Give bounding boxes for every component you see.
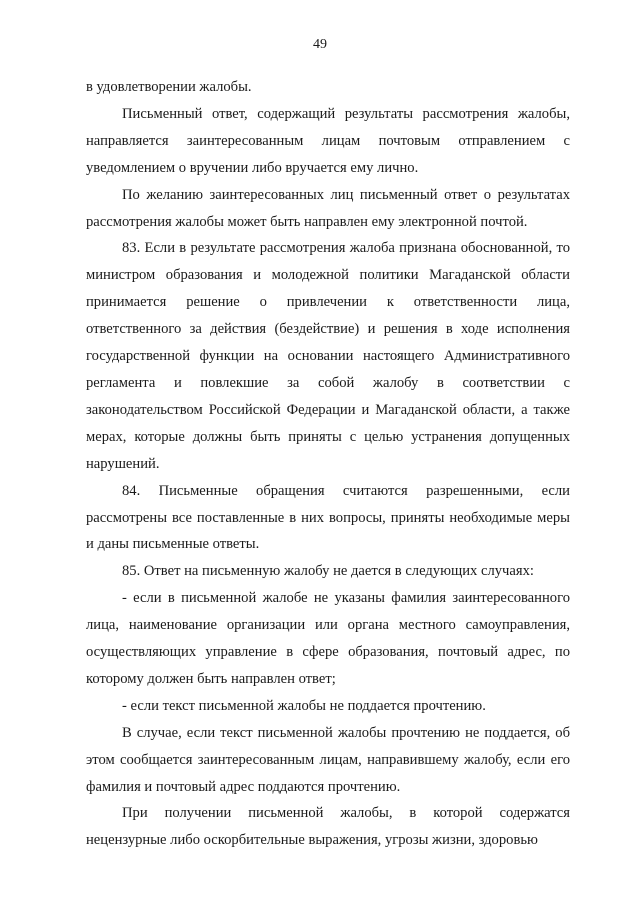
paragraph-offensive-content: При получении письменной жалобы, в которой содержатся нецензурные либо оскорбительные выражения, угрозы жизни, здоровью <box>86 805 570 849</box>
paragraph-unreadable-case: В случае, если текст письменной жалобы прочтению не поддается, об этом сообщается заинтересованным лицам, направившему жалобу, если его фамилия и почтовый адрес поддаются прочтению. <box>86 724 570 795</box>
paragraph-83: 83. Если в результате рассмотрения жалоба признана обоснованной, то министром образования и молодежной политики Магаданской области принимается решение о привлечении к ответственности лица, ответственного за действия (бездействие) и решения в ходе исполнения государственной функции на основании настоящего Административного регламента и повлекшие за собой жалобу в соответствии с законодательством Российской Федерации и Магаданской области, а также мерах, которые должны быть приняты с целью устранения допущенных нарушений. <box>86 240 570 472</box>
list-item-unreadable-text: - если текст письменной жалобы не поддается прочтению. <box>122 697 486 714</box>
page-number: 49 <box>313 37 327 52</box>
list-item-missing-details: - если в письменной жалобе не указаны фамилия заинтересованного лица, наименование организации или органа местного самоуправления, осуществляющих управление в сфере образования, почтовый адрес, по которому должен быть направлен ответ; <box>86 590 570 687</box>
document-body <box>86 74 570 854</box>
paragraph-written-response: Письменный ответ, содержащий результаты рассмотрения жалобы, направляется заинтересованным лицам почтовым отправлением с уведомлением о вручении либо вручается ему лично. <box>86 105 570 176</box>
paragraph-84: 84. Письменные обращения считаются разрешенными, если рассмотрены все поставленные в них вопросы, приняты необходимые меры и даны письменные ответы. <box>86 482 570 553</box>
paragraph-85: 85. Ответ на письменную жалобу не дается в следующих случаях: <box>122 563 534 580</box>
paragraph-continuation: в удовлетворении жалобы. <box>86 79 252 95</box>
paragraph-email-response: По желанию заинтересованных лиц письменный ответ о результатах рассмотрения жалобы может быть направлен ему электронной почтой. <box>86 186 570 230</box>
